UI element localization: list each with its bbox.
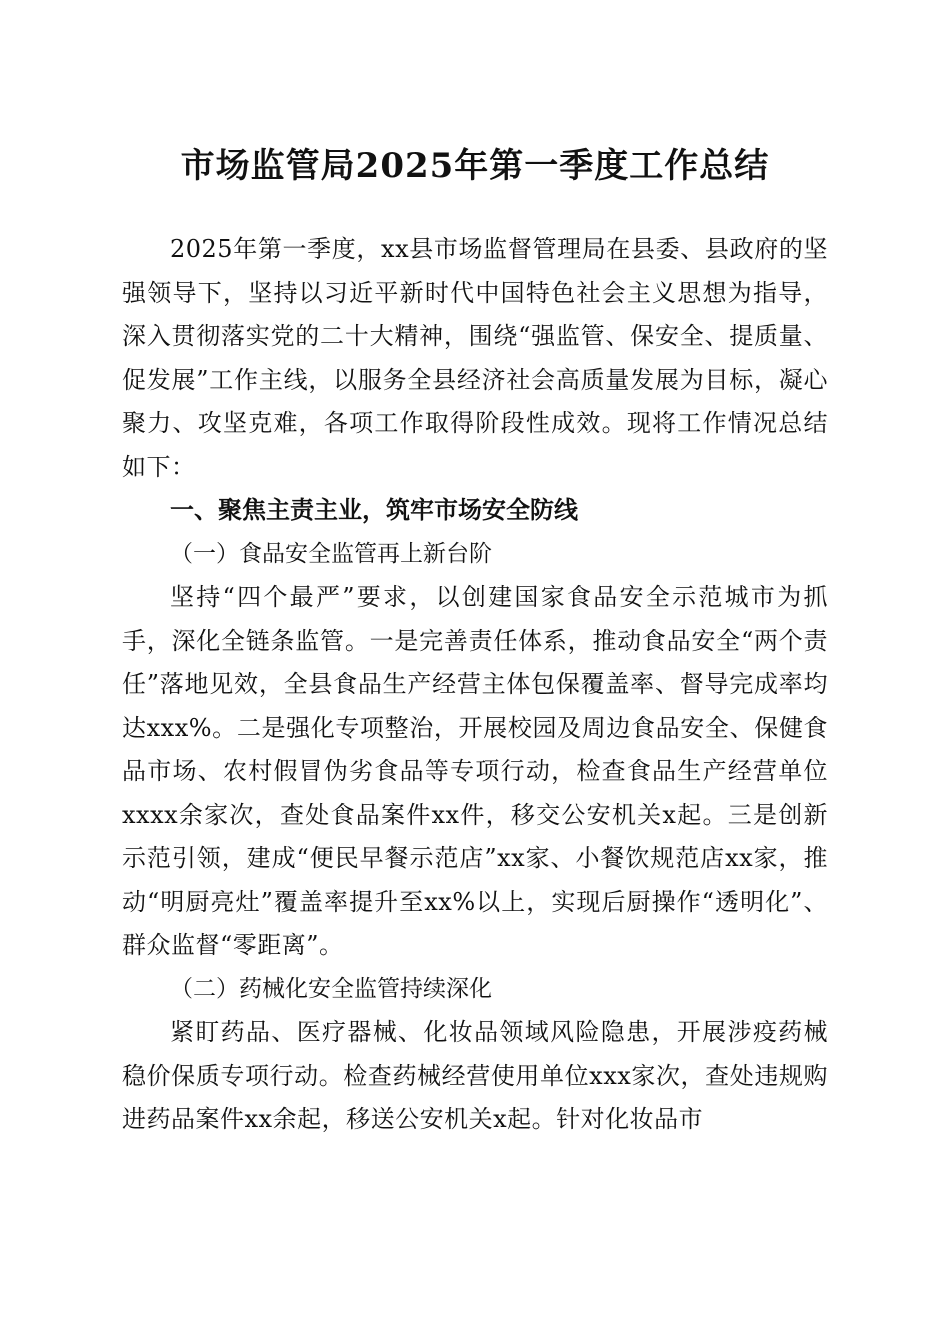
drug-safety-paragraph: 紧盯药品、医疗器械、化妆品领域风险隐患，开展涉疫药械稳价保质专项行动。检查药械经营使用单位xxx家次，查处违规购进药品案件xx余起，移送公安机关x起。针对化妆品市 [122,1018,828,1133]
subsection-heading-food-safety: （一）食品安全监管再上新台阶 [170,540,492,567]
food-safety-paragraph: 坚持“四个最严”要求，以创建国家食品安全示范城市为抓手，深化全链条监管。一是完善责任体系，推动食品安全“两个责任”落地见效，全县食品生产经营主体包保覆盖率、督导完成率均达xxx%。二是强化专项整治，开展校园及周边食品安全、保健食品市场、农村假冒伪劣食品等专项行动，检查食品生产经营单位xxxx余家次，查处食品案件xx件，移交公安机关x起。三是创新示范引领，建成“便民早餐示范店”xx家、小餐饮规范店xx家，推动“明厨亮灶”覆盖率提升至xx%以上，实现后厨操作“透明化”、群众监督“零距离”。 [122,583,828,959]
document-body [122,228,828,1142]
subsection-heading-drug-safety: （二）药械化安全监管持续深化 [170,975,492,1002]
section-heading: 一、聚焦主责主业，筑牢市场安全防线 [170,496,578,524]
intro-paragraph: 2025年第一季度，xx县市场监督管理局在县委、县政府的坚强领导下，坚持以习近平新时代中国特色社会主义思想为指导，深入贯彻落实党的二十大精神，围绕“强监管、保安全、提质量、促发展”工作主线，以服务全县经济社会高质量发展为目标，凝心聚力、攻坚克难，各项工作取得阶段性成效。现将工作情况总结如下： [122,235,828,481]
document-title: 市场监管局2025年第一季度工作总结 [180,146,770,186]
